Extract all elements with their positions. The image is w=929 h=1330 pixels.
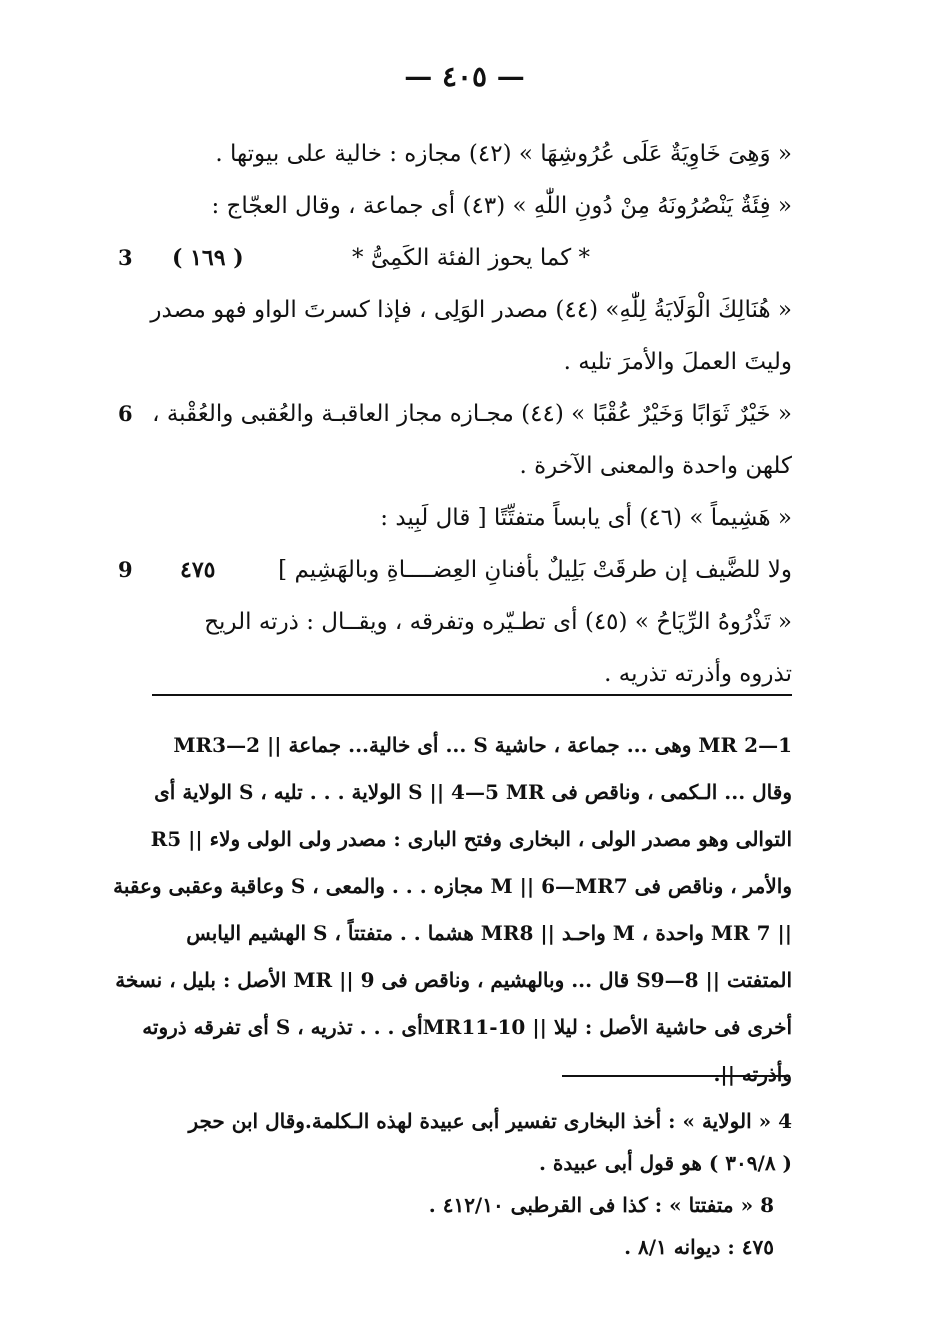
text-line-content: تذروه وأذرته تذريه . — [604, 661, 792, 687]
verse-text: ولا للضَّيف إن طرقَتْ بَلِيلٌ بأفنانِ العِضــــاةِ وبالهَشِيم ] — [278, 557, 792, 583]
verse-line-475 — [118, 544, 792, 596]
text-line-5 — [150, 336, 792, 388]
text-line-8 — [150, 492, 792, 544]
apparatus-line: وقال ... الـكمى ، وناقص فى S || 4—5 MR الولاية . . . تليه ، S الولاية أى — [154, 780, 792, 804]
apparatus-line: || MR 7 واحدة ، M واحـد || MR8 هشما . . متفتتاً ، S الهشيم اليابس — [186, 921, 792, 945]
text-line-10 — [150, 596, 792, 648]
apparatus-line: 1—2 MR وهى ... جماعة ، حاشية S ... أى خالية... جماعة || 2—MR3 — [173, 733, 792, 757]
text-line-7 — [150, 440, 792, 492]
text-line-content: « خَيْرٌ ثَوَابًا وَخَيْرٌ عُقْبًا » (٤٤) مجـازه مجاز العاقبـة والعُقبى والعُقْبة ، — [152, 401, 792, 427]
verse-text: * كما يحوز الفئة الكَمِىُّ * — [352, 245, 590, 271]
text-line-content: كلهن واحدة والمعنى الآخرة . — [519, 453, 792, 479]
text-line-content: وليتَ العملَ والأمرَ تليه . — [563, 349, 792, 375]
line-number: 9 — [118, 557, 133, 582]
apparatus-line: والأمر ، وناقص فى M || 6—MR7 مجازه . . . والمعى ، S وعاقبة وعقبى وعقبة — [113, 874, 792, 898]
apparatus-line: وأذرته ||. — [713, 1062, 792, 1086]
footnote-line: 4 « الولاية » : أخذ البخارى تفسير أبى عبيدة لهذه الـكلمة.وقال ابن حجر — [188, 1109, 792, 1133]
verse-reference: ٤٧٥ — [180, 557, 216, 583]
text-line-content: « تَذْرُوهُ الرِّيَاحُ » (٤٥) أى تطـيّره وتفرقه ، ويقــال : ذرته الريح — [204, 609, 792, 635]
text-line-2 — [150, 180, 792, 232]
text-line-content: « هُنَالِكَ الْوَلَايَةُ لِلّٰهِ» (٤٤) مصدر الوَلِى ، فإذا كسرتَ الواو فهو مصدر — [150, 297, 792, 323]
page-number: — ٤٠٥ — — [404, 60, 525, 93]
text-line-content: « هَشِيماً » (٤٦) أى يابساً متفتِّتًا [ قال لَبِيد : — [380, 505, 792, 531]
footnotes — [150, 1100, 792, 1268]
apparatus-line: المتفتت || 8—S9 قال ... وبالهشيم ، وناقص فى MR || 9 الأصل : بليل ، نسخة — [115, 968, 792, 992]
notes-divider-rule — [562, 1075, 790, 1077]
main-text — [118, 128, 792, 700]
line-number: 6 — [118, 401, 133, 426]
text-line-content: « فِئَةٌ يَنْصُرُونَهُ مِنْ دُونِ اللّٰهِ » (٤٣) أى جماعة ، وقال العجّاج : — [211, 193, 792, 219]
critical-apparatus — [113, 722, 792, 1098]
apparatus-line: أخرى فى حاشية الأصل : ليلا || MR11-10أى . . . تذريه ، S أى تفرقه ذروته — [142, 1015, 792, 1039]
text-line-4 — [150, 284, 792, 336]
text-line-11 — [150, 648, 792, 700]
text-line-1 — [150, 128, 792, 180]
main-divider-rule — [152, 694, 792, 696]
text-line-6 — [118, 388, 792, 440]
text-line-content: « وَهِىَ خَاوِيَةٌ عَلَى عُرُوشِهَا » (٤٢) مجازه : خالية على بيوتها . — [215, 141, 792, 167]
footnote-line: ٤٧٥ : ديوانه ٨/١ . — [624, 1235, 774, 1259]
line-number: 3 — [118, 245, 133, 270]
verse-line-169 — [118, 232, 792, 284]
footnote-line: 8 « متفتتا » : كذا فى القرطبى ٤١٢/١٠ . — [428, 1193, 774, 1217]
footnote-line: ( ٣٠٩/٨ ) هو قول أبى عبيدة . — [539, 1151, 792, 1175]
verse-reference: ( ١٦٩ ) — [172, 245, 244, 271]
apparatus-line: التوالى وهو مصدر الولى ، البخارى وفتح البارى : مصدر ولى الولى ولاء || R5 — [150, 827, 792, 851]
